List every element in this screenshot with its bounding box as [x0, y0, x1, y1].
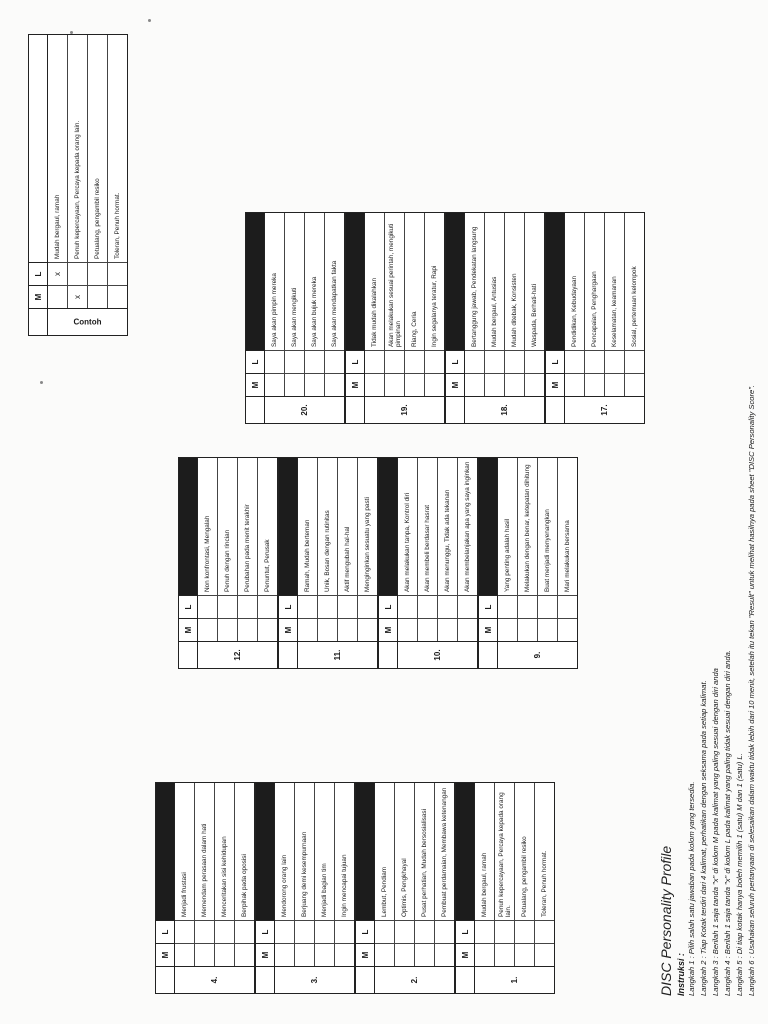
statement-text: Pembuat perdamaian, Membawa ketenangan: [441, 787, 448, 917]
statement-row: [475, 783, 495, 966]
m-checkbox-cell[interactable]: [525, 373, 544, 396]
m-checkbox-cell[interactable]: [195, 943, 214, 966]
instruction-step: Langkah 3 : Berilah 1 saja tanda "x" di kolom M pada kalimat yang paling sesuai dengan diri anda: [711, 668, 720, 996]
statement-row: [305, 213, 325, 396]
question-block-11: [278, 457, 378, 669]
statement-row: [538, 458, 558, 641]
statement-text: Akan melakukan sesuai perintah, mengikuti pimpinan: [387, 223, 402, 347]
l-checkbox-cell[interactable]: [605, 350, 624, 373]
m-checkbox-cell[interactable]: [498, 618, 517, 641]
m-checkbox-cell[interactable]: [335, 943, 354, 966]
m-checkbox-cell[interactable]: [585, 373, 604, 396]
l-checkbox-cell[interactable]: [485, 350, 504, 373]
statement-row: [458, 458, 477, 641]
question-number: 10.: [398, 641, 477, 668]
scan-speck: [148, 19, 151, 22]
l-checkbox-cell[interactable]: [198, 595, 217, 618]
statement-text: Penuh dengan rincian: [224, 529, 231, 592]
statement-text: Penuntut, Perusak: [264, 539, 271, 592]
statement-row: [558, 458, 577, 641]
statement-row: [258, 458, 277, 641]
m-checkbox-cell[interactable]: [558, 618, 577, 641]
example-statement: Toleran, Penuh hormat.: [114, 192, 121, 259]
question-number: 18.: [465, 396, 544, 423]
statement-row: [405, 213, 425, 396]
statement-text: Melakukan dengan benar, ketepatan dihitung: [524, 464, 531, 592]
example-label: Contoh: [73, 317, 102, 327]
scan-speck: [40, 381, 43, 384]
statement-text: Mendorong orang lain: [281, 854, 288, 917]
statement-text: Pusat perhatian, Mudah bersosialisasi: [421, 809, 428, 917]
instructions-heading: Instruksi :: [676, 952, 686, 996]
m-checkbox-cell[interactable]: [305, 373, 324, 396]
l-checkbox-cell[interactable]: [585, 350, 604, 373]
example-statement: Mudah bergaul, ramah: [54, 194, 61, 259]
l-checkbox-cell[interactable]: [235, 920, 254, 943]
statement-text: Bertanggung jawab, Pendekatan langsung: [471, 226, 478, 347]
l-checkbox-cell[interactable]: [275, 920, 294, 943]
question-number: 17.: [565, 396, 644, 423]
statement-text: Perubahan pada menit terakhir: [244, 504, 251, 592]
example-l-cell: [88, 262, 107, 285]
statement-text: Menginginkan sesuatu yang pasti: [364, 497, 371, 592]
m-checkbox-cell[interactable]: [465, 373, 484, 396]
column-m-header: M: [356, 943, 374, 966]
statement-text: Saya akan bujuk mereka: [311, 276, 318, 347]
header-bar: [446, 213, 464, 350]
statement-row: [318, 458, 338, 641]
header-bar: [346, 213, 364, 350]
statement-row: [625, 213, 644, 396]
m-checkbox-cell[interactable]: [175, 943, 194, 966]
statement-row: [198, 458, 218, 641]
l-checkbox-cell[interactable]: [298, 595, 317, 618]
statement-row: [175, 783, 195, 966]
statement-row: [385, 213, 405, 396]
l-checkbox-cell[interactable]: [218, 595, 237, 618]
question-block-2: [355, 782, 455, 994]
statement-text: Waspada, Berhati-hati: [531, 284, 538, 347]
header-bar: [279, 458, 297, 595]
statement-row: [218, 458, 238, 641]
m-checkbox-cell[interactable]: [495, 943, 514, 966]
column-m-header: M: [379, 618, 397, 641]
example-table: [28, 34, 128, 336]
statement-row: [605, 213, 625, 396]
question-number: 4.: [175, 966, 254, 993]
statement-text: Keselamatan, keamanan: [611, 276, 618, 347]
l-checkbox-cell[interactable]: [465, 350, 484, 373]
statement-row: [535, 783, 554, 966]
question-block-10: [378, 457, 478, 669]
column-l-header: L: [456, 920, 474, 943]
statement-row: [358, 458, 377, 641]
statement-row: [265, 213, 285, 396]
column-l-header: L: [246, 350, 264, 373]
m-checkbox-cell[interactable]: [475, 943, 494, 966]
l-checkbox-cell[interactable]: [265, 350, 284, 373]
m-checkbox-cell[interactable]: [325, 373, 344, 396]
question-block-20: [245, 212, 345, 424]
l-checkbox-cell[interactable]: [505, 350, 524, 373]
statement-row: [518, 458, 538, 641]
question-block-19: [345, 212, 445, 424]
column-m-header: M: [279, 618, 297, 641]
question-number: 9.: [498, 641, 577, 668]
column-m-header: M: [456, 943, 474, 966]
question-number: 20.: [265, 396, 344, 423]
column-m-header: M: [346, 373, 364, 396]
statement-text: Berjuang demi kesempurnaan: [301, 831, 308, 917]
example-statement: Petualang, pengambil resiko: [94, 178, 101, 259]
statement-text: Aktif mengubah hal-hal: [344, 526, 351, 592]
statement-text: Toleran, Penuh hormat.: [541, 850, 548, 917]
m-checkbox-cell[interactable]: [265, 373, 284, 396]
l-checkbox-cell[interactable]: [425, 350, 444, 373]
header-bar: [479, 458, 497, 595]
question-block-3: [255, 782, 355, 994]
column-l-header: L: [479, 595, 497, 618]
instruction-step: Langkah 6 : Usahakan seluruh pertanyaan di selesaikan dalam waktu tidak lebih dari 10 menit, setelah itu tekan "Result" untuk melihat hasilnya pada sheet "DISC Personality Score".: [747, 384, 756, 996]
header-bar: [546, 213, 564, 350]
statement-text: Riang, Ceria: [411, 311, 418, 347]
l-checkbox-cell[interactable]: [475, 920, 494, 943]
statement-text: Unik, Bosan dengan rutinitas: [324, 510, 331, 592]
column-m-header: M: [29, 285, 47, 308]
statement-row: [295, 783, 315, 966]
l-checkbox-cell[interactable]: [538, 595, 557, 618]
statement-text: Menjadi bagian tim: [321, 863, 328, 917]
question-block-17: [545, 212, 645, 424]
statement-text: Akan membelanjakan apa yang saya inginkan: [464, 461, 471, 592]
statement-text: Lembut, Pendiam: [381, 866, 388, 917]
m-checkbox-cell[interactable]: [395, 943, 414, 966]
statement-text: Akan menunggu, Tidak ada tekanan: [444, 489, 451, 592]
example-m-cell: x: [68, 285, 87, 308]
statement-text: Ingin segalanya teratur, Rapi: [431, 265, 438, 347]
l-checkbox-cell[interactable]: [375, 920, 394, 943]
statement-text: Buat menjadi menyenangkan: [544, 509, 551, 592]
header-bar: [246, 213, 264, 350]
page-title: DISC Personality Profile: [658, 845, 674, 996]
l-checkbox-cell[interactable]: [435, 920, 454, 943]
m-checkbox-cell[interactable]: [518, 618, 537, 641]
statement-row: [505, 213, 525, 396]
m-checkbox-cell[interactable]: [625, 373, 644, 396]
statement-text: Saya akan mendapatkan fakta: [331, 260, 338, 347]
m-checkbox-cell[interactable]: [238, 618, 257, 641]
header-bar: [356, 783, 374, 920]
statement-row: [415, 783, 435, 966]
column-m-header: M: [446, 373, 464, 396]
m-checkbox-cell[interactable]: [235, 943, 254, 966]
instruction-step: Langkah 1 : Pilih salah satu jawaban pada kolom yang tersedia.: [687, 781, 696, 996]
statement-row: [398, 458, 418, 641]
column-m-header: M: [546, 373, 564, 396]
statement-row: [195, 783, 215, 966]
statement-text: Ingin mencapai tujuan: [341, 854, 348, 917]
statement-text: Berpihak pada oposisi: [241, 854, 248, 917]
m-checkbox-cell[interactable]: [295, 943, 314, 966]
m-checkbox-cell[interactable]: [218, 618, 237, 641]
header-section: [658, 16, 758, 996]
l-checkbox-cell[interactable]: [458, 595, 477, 618]
m-checkbox-cell[interactable]: [438, 618, 457, 641]
l-checkbox-cell[interactable]: [495, 920, 514, 943]
header-bar: [179, 458, 197, 595]
instruction-step: Langkah 2 : Tiap Kotak terdiri dari 4 kalimat, perhatikan dengan seksama pada setiap kalimat.: [699, 680, 708, 996]
statement-row: [275, 783, 295, 966]
question-block-1: [455, 782, 555, 994]
m-checkbox-cell[interactable]: [198, 618, 217, 641]
example-m-cell: [108, 285, 127, 308]
statement-text: Mudah bergaul, ramah: [481, 852, 488, 917]
column-m-header: M: [479, 618, 497, 641]
statement-row: [315, 783, 335, 966]
m-checkbox-cell[interactable]: [275, 943, 294, 966]
l-checkbox-cell[interactable]: [335, 920, 354, 943]
statement-row: [395, 783, 415, 966]
m-checkbox-cell[interactable]: [485, 373, 504, 396]
l-checkbox-cell[interactable]: [498, 595, 517, 618]
instruction-step: Langkah 4 : Berilah 1 saja tanda "x" di kolom L pada kalimat yang paling tidak sesuai dengan diri anda.: [723, 650, 732, 996]
example-l-cell: [68, 262, 87, 285]
m-checkbox-cell[interactable]: [398, 618, 417, 641]
column-m-header: M: [256, 943, 274, 966]
statement-text: Pendidikan, Kebudayaan: [571, 275, 578, 347]
column-l-header: L: [446, 350, 464, 373]
example-l-cell: x: [48, 262, 67, 285]
statement-row: [375, 783, 395, 966]
question-number: 3.: [275, 966, 354, 993]
statement-row: [585, 213, 605, 396]
l-checkbox-cell[interactable]: [215, 920, 234, 943]
question-block-4: [155, 782, 255, 994]
example-l-cell: [108, 262, 127, 285]
m-checkbox-cell[interactable]: [375, 943, 394, 966]
statement-text: Tidak mudah dikalahkan: [371, 277, 378, 347]
m-checkbox-cell[interactable]: [358, 618, 377, 641]
statement-row: [285, 213, 305, 396]
statement-row: [495, 783, 515, 966]
column-l-header: L: [256, 920, 274, 943]
l-checkbox-cell[interactable]: [325, 350, 344, 373]
statement-row: [235, 783, 254, 966]
l-checkbox-cell[interactable]: [175, 920, 194, 943]
column-l-header: L: [356, 920, 374, 943]
l-checkbox-cell[interactable]: [398, 595, 417, 618]
column-l-header: L: [546, 350, 564, 373]
column-l-header: L: [156, 920, 174, 943]
column-l-header: L: [346, 350, 364, 373]
statement-row: [425, 213, 444, 396]
question-block-18: [445, 212, 545, 424]
m-checkbox-cell[interactable]: [415, 943, 434, 966]
column-l-header: L: [379, 595, 397, 618]
statement-row: [298, 458, 318, 641]
statement-row: [418, 458, 438, 641]
header-bar: [456, 783, 474, 920]
statement-row: [525, 213, 544, 396]
l-checkbox-cell[interactable]: [625, 350, 644, 373]
statement-text: Mari melakukan bersama: [564, 520, 571, 592]
statement-row: [515, 783, 535, 966]
m-checkbox-cell[interactable]: [505, 373, 524, 396]
l-checkbox-cell[interactable]: [295, 920, 314, 943]
m-checkbox-cell[interactable]: [435, 943, 454, 966]
column-l-header: L: [279, 595, 297, 618]
question-number: 11.: [298, 641, 377, 668]
l-checkbox-cell[interactable]: [418, 595, 437, 618]
statement-row: [498, 458, 518, 641]
m-checkbox-cell[interactable]: [418, 618, 437, 641]
statement-text: Saya akan mengikuti: [291, 287, 298, 347]
m-checkbox-cell[interactable]: [285, 373, 304, 396]
question-block-12: [178, 457, 278, 669]
l-checkbox-cell[interactable]: [558, 595, 577, 618]
l-checkbox-cell[interactable]: [315, 920, 334, 943]
statement-text: Akan melakukan tanpa, Kontrol diri: [404, 492, 411, 592]
statement-row: [238, 458, 258, 641]
column-m-header: M: [246, 373, 264, 396]
statement-text: Mudah bergaul, Antusias: [491, 276, 498, 347]
m-checkbox-cell[interactable]: [318, 618, 337, 641]
l-checkbox-cell[interactable]: [365, 350, 384, 373]
statement-row: [215, 783, 235, 966]
l-checkbox-cell[interactable]: [518, 595, 537, 618]
statement-text: Saya akan pimpin mereka: [271, 273, 278, 347]
l-checkbox-cell[interactable]: [258, 595, 277, 618]
statement-row: [365, 213, 385, 396]
statement-row: [435, 783, 454, 966]
l-checkbox-cell[interactable]: [385, 350, 404, 373]
l-checkbox-cell[interactable]: [535, 920, 554, 943]
m-checkbox-cell[interactable]: [535, 943, 554, 966]
m-checkbox-cell[interactable]: [538, 618, 557, 641]
l-checkbox-cell[interactable]: [285, 350, 304, 373]
statement-row: [438, 458, 458, 641]
statement-row: [565, 213, 585, 396]
statement-text: Menjadi frustasi: [181, 872, 188, 917]
l-checkbox-cell[interactable]: [415, 920, 434, 943]
header-bar: [256, 783, 274, 920]
example-m-cell: [48, 285, 67, 308]
example-m-cell: [88, 285, 107, 308]
m-checkbox-cell[interactable]: [565, 373, 584, 396]
statement-row: [465, 213, 485, 396]
l-checkbox-cell[interactable]: [358, 595, 377, 618]
header-bar: [379, 458, 397, 595]
question-number: 12.: [198, 641, 277, 668]
m-checkbox-cell[interactable]: [365, 373, 384, 396]
column-l-header: L: [29, 262, 47, 285]
m-checkbox-cell[interactable]: [385, 373, 404, 396]
question-number: 1.: [475, 966, 554, 993]
m-checkbox-cell[interactable]: [605, 373, 624, 396]
l-checkbox-cell[interactable]: [405, 350, 424, 373]
m-checkbox-cell[interactable]: [298, 618, 317, 641]
statement-text: Memendam perasaan dalam hati: [201, 823, 208, 917]
l-checkbox-cell[interactable]: [565, 350, 584, 373]
statement-text: Ramah, Mudah berteman: [304, 519, 311, 592]
example-statement: Penuh kepercayaan, Percaya kepada orang lain.: [74, 120, 81, 259]
m-checkbox-cell[interactable]: [338, 618, 357, 641]
question-number: 2.: [375, 966, 454, 993]
l-checkbox-cell[interactable]: [515, 920, 534, 943]
statement-row: [485, 213, 505, 396]
l-checkbox-cell[interactable]: [238, 595, 257, 618]
statement-text: Pencapaian, Penghargaan: [591, 271, 598, 347]
question-number: 19.: [365, 396, 444, 423]
l-checkbox-cell[interactable]: [318, 595, 337, 618]
l-checkbox-cell[interactable]: [305, 350, 324, 373]
statement-row: [338, 458, 358, 641]
statement-text: Petualang, pengambil resiko: [521, 836, 528, 917]
column-l-header: L: [179, 595, 197, 618]
statement-row: [335, 783, 354, 966]
question-block-9: [478, 457, 578, 669]
m-checkbox-cell[interactable]: [425, 373, 444, 396]
m-checkbox-cell[interactable]: [315, 943, 334, 966]
header-bar: [156, 783, 174, 920]
m-checkbox-cell[interactable]: [458, 618, 477, 641]
l-checkbox-cell[interactable]: [338, 595, 357, 618]
statement-text: Non konfrontasi, Mengalah: [204, 515, 211, 592]
l-checkbox-cell[interactable]: [395, 920, 414, 943]
column-m-header: M: [156, 943, 174, 966]
m-checkbox-cell[interactable]: [258, 618, 277, 641]
m-checkbox-cell[interactable]: [405, 373, 424, 396]
statement-text: Yang penting adalah hasil: [504, 518, 511, 592]
l-checkbox-cell[interactable]: [195, 920, 214, 943]
statement-text: Mudah ditebak, Konsisten: [511, 273, 518, 347]
column-m-header: M: [179, 618, 197, 641]
statement-text: Akan membeli berdasar hasrat: [424, 504, 431, 592]
statement-row: [325, 213, 344, 396]
l-checkbox-cell[interactable]: [525, 350, 544, 373]
m-checkbox-cell[interactable]: [515, 943, 534, 966]
statement-text: Menceritakan sisi kehidupan: [221, 836, 228, 917]
statement-text: Penuh kepercayaan, Percaya kepada orang lain.: [497, 792, 512, 917]
l-checkbox-cell[interactable]: [438, 595, 457, 618]
m-checkbox-cell[interactable]: [215, 943, 234, 966]
statement-text: Optimis, Pengkhayal: [401, 858, 408, 917]
instruction-step: Langkah 5 : Di tiap kotak hanya boleh memilih 1 (satu) M dan 1 (satu) L.: [735, 753, 744, 996]
statement-text: Sosial, pertemuan kelompok: [631, 266, 638, 347]
